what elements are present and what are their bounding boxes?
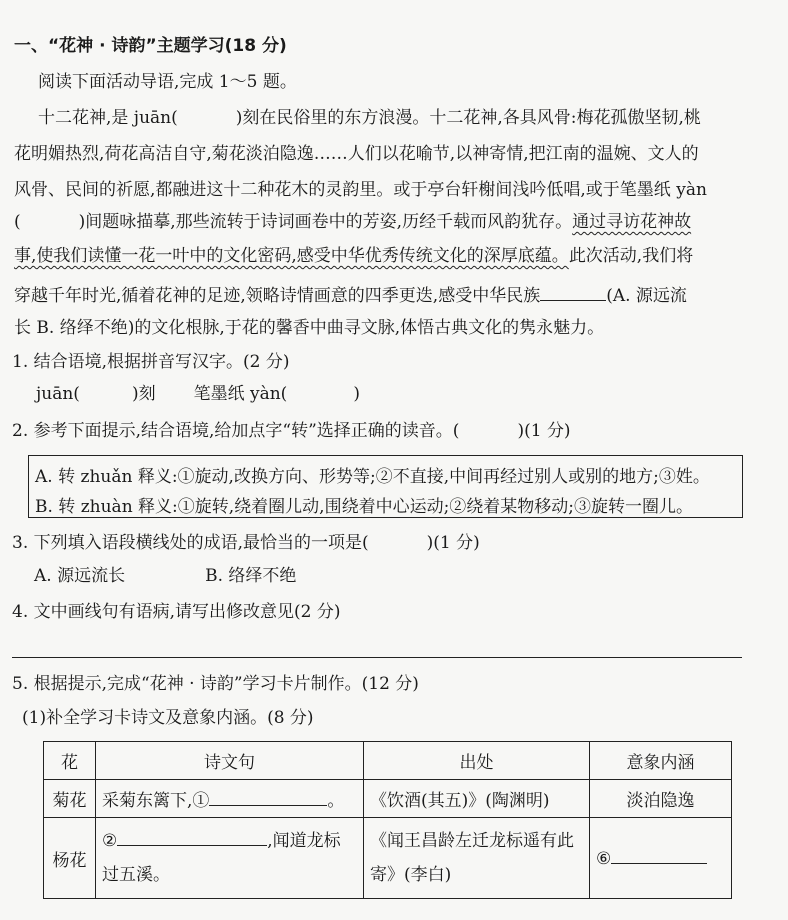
question-2: 2. 参考下面提示,结合语境,给加点字“转”选择正确的读音。( )(1 分) bbox=[12, 421, 571, 441]
question-4: 4. 文中画线句有语病,请写出修改意见(2 分) bbox=[12, 602, 341, 622]
question-3-options bbox=[34, 568, 296, 585]
source-cell: 《闻王昌龄左迁龙标遥有此 寄》(李白) bbox=[364, 818, 590, 899]
header-poem: 诗文句 bbox=[96, 742, 364, 780]
passage-line-1: 十二花神,是 juān( )刻在民俗里的东方浪漫。十二花神,各具风骨:梅花孤傲坚韧,桃 bbox=[38, 108, 701, 128]
passage-line-7: 长 B. 络绎不绝)的文化根脉,于花的馨香中曲寻文脉,体悟古典文化的隽永魅力。 bbox=[14, 318, 605, 338]
question-1-answers: juān( )刻 笔墨纸 yàn( ) bbox=[36, 384, 360, 404]
hint-a: A. 转 zhuǎn 释义:①旋动,改换方向、形势等;②不直接,中间再经过别人或别的地方;③姓。 bbox=[35, 467, 710, 487]
passage-line-4: ( )间题咏描摹,那些流转于诗词画卷中的芳姿,历经千载而风韵犹存。通过寻访花神故 bbox=[14, 212, 692, 232]
blank-1[interactable] bbox=[209, 789, 327, 806]
question-3: 3. 下列填入语段横线处的成语,最恰当的一项是( )(1 分) bbox=[12, 533, 480, 553]
underlined-sentence-end: 事,使我们读懂一花一叶中的文化密码,感受中华优秀传统文化的深厚底蕴。 bbox=[14, 246, 569, 266]
meaning-cell: ⑥ bbox=[590, 818, 732, 899]
table-row bbox=[44, 818, 732, 899]
poem-cell: ② ,闻道龙标 过五溪。 bbox=[96, 818, 364, 899]
header-flower: 花 bbox=[44, 742, 96, 780]
study-card-table bbox=[43, 741, 732, 899]
source-cell: 《饮酒(其五)》(陶渊明) bbox=[364, 780, 590, 818]
passage-line-5: 事,使我们读懂一花一叶中的文化密码,感受中华优秀传统文化的深厚底蕴。此次活动,我们将 bbox=[14, 246, 694, 266]
table-row bbox=[44, 780, 732, 818]
hint-b: B. 转 zhuàn 释义:①旋转,绕着圈儿动,围绕着中心运动;②绕着某物移动;③旋转一圈儿。 bbox=[35, 497, 694, 517]
question-5-sub1: (1)补全学习卡诗文及意象内涵。(8 分) bbox=[22, 708, 314, 728]
question-5: 5. 根据提示,完成“花神 · 诗韵”学习卡片制作。(12 分) bbox=[12, 674, 419, 694]
header-source: 出处 bbox=[364, 742, 590, 780]
underlined-sentence-start: 通过寻访花神故 bbox=[572, 212, 692, 232]
option-b: B. 络绎不绝 bbox=[205, 566, 297, 586]
blank-2[interactable] bbox=[117, 829, 267, 846]
meaning-cell: 淡泊隐逸 bbox=[590, 780, 732, 818]
passage-line-3: 风骨、民间的祈愿,都融进这十二种花木的灵韵里。或于亭台轩榭间浅吟低唱,或于笔墨纸 yàn bbox=[14, 180, 707, 200]
intro-text: 阅读下面活动导语,完成 1～5 题。 bbox=[38, 72, 297, 92]
blank-6[interactable] bbox=[611, 847, 707, 864]
flower-cell: 杨花 bbox=[44, 818, 96, 899]
idiom-blank[interactable] bbox=[540, 284, 606, 301]
section-title: 一、“花神 · 诗韵”主题学习(18 分) bbox=[14, 36, 287, 56]
poem-cell: 采菊东篱下,① 。 bbox=[96, 780, 364, 818]
q4-answer-line[interactable] bbox=[12, 657, 742, 658]
passage-line-2: 花明媚热烈,荷花高洁自守,菊花淡泊隐逸……人们以花喻节,以神寄情,把江南的温婉、文人的 bbox=[14, 144, 699, 164]
table-header-row bbox=[44, 742, 732, 780]
pronunciation-hint-box bbox=[28, 455, 743, 518]
flower-cell: 菊花 bbox=[44, 780, 96, 818]
question-1: 1. 结合语境,根据拼音写汉字。(2 分) bbox=[12, 352, 290, 372]
passage-line-6: 穿越千年时光,循着花神的足迹,领略诗情画意的四季更迭,感受中华民族 (A. 源远流 bbox=[14, 286, 687, 306]
option-a: A. 源远流长 bbox=[34, 566, 126, 586]
header-meaning: 意象内涵 bbox=[590, 742, 732, 780]
